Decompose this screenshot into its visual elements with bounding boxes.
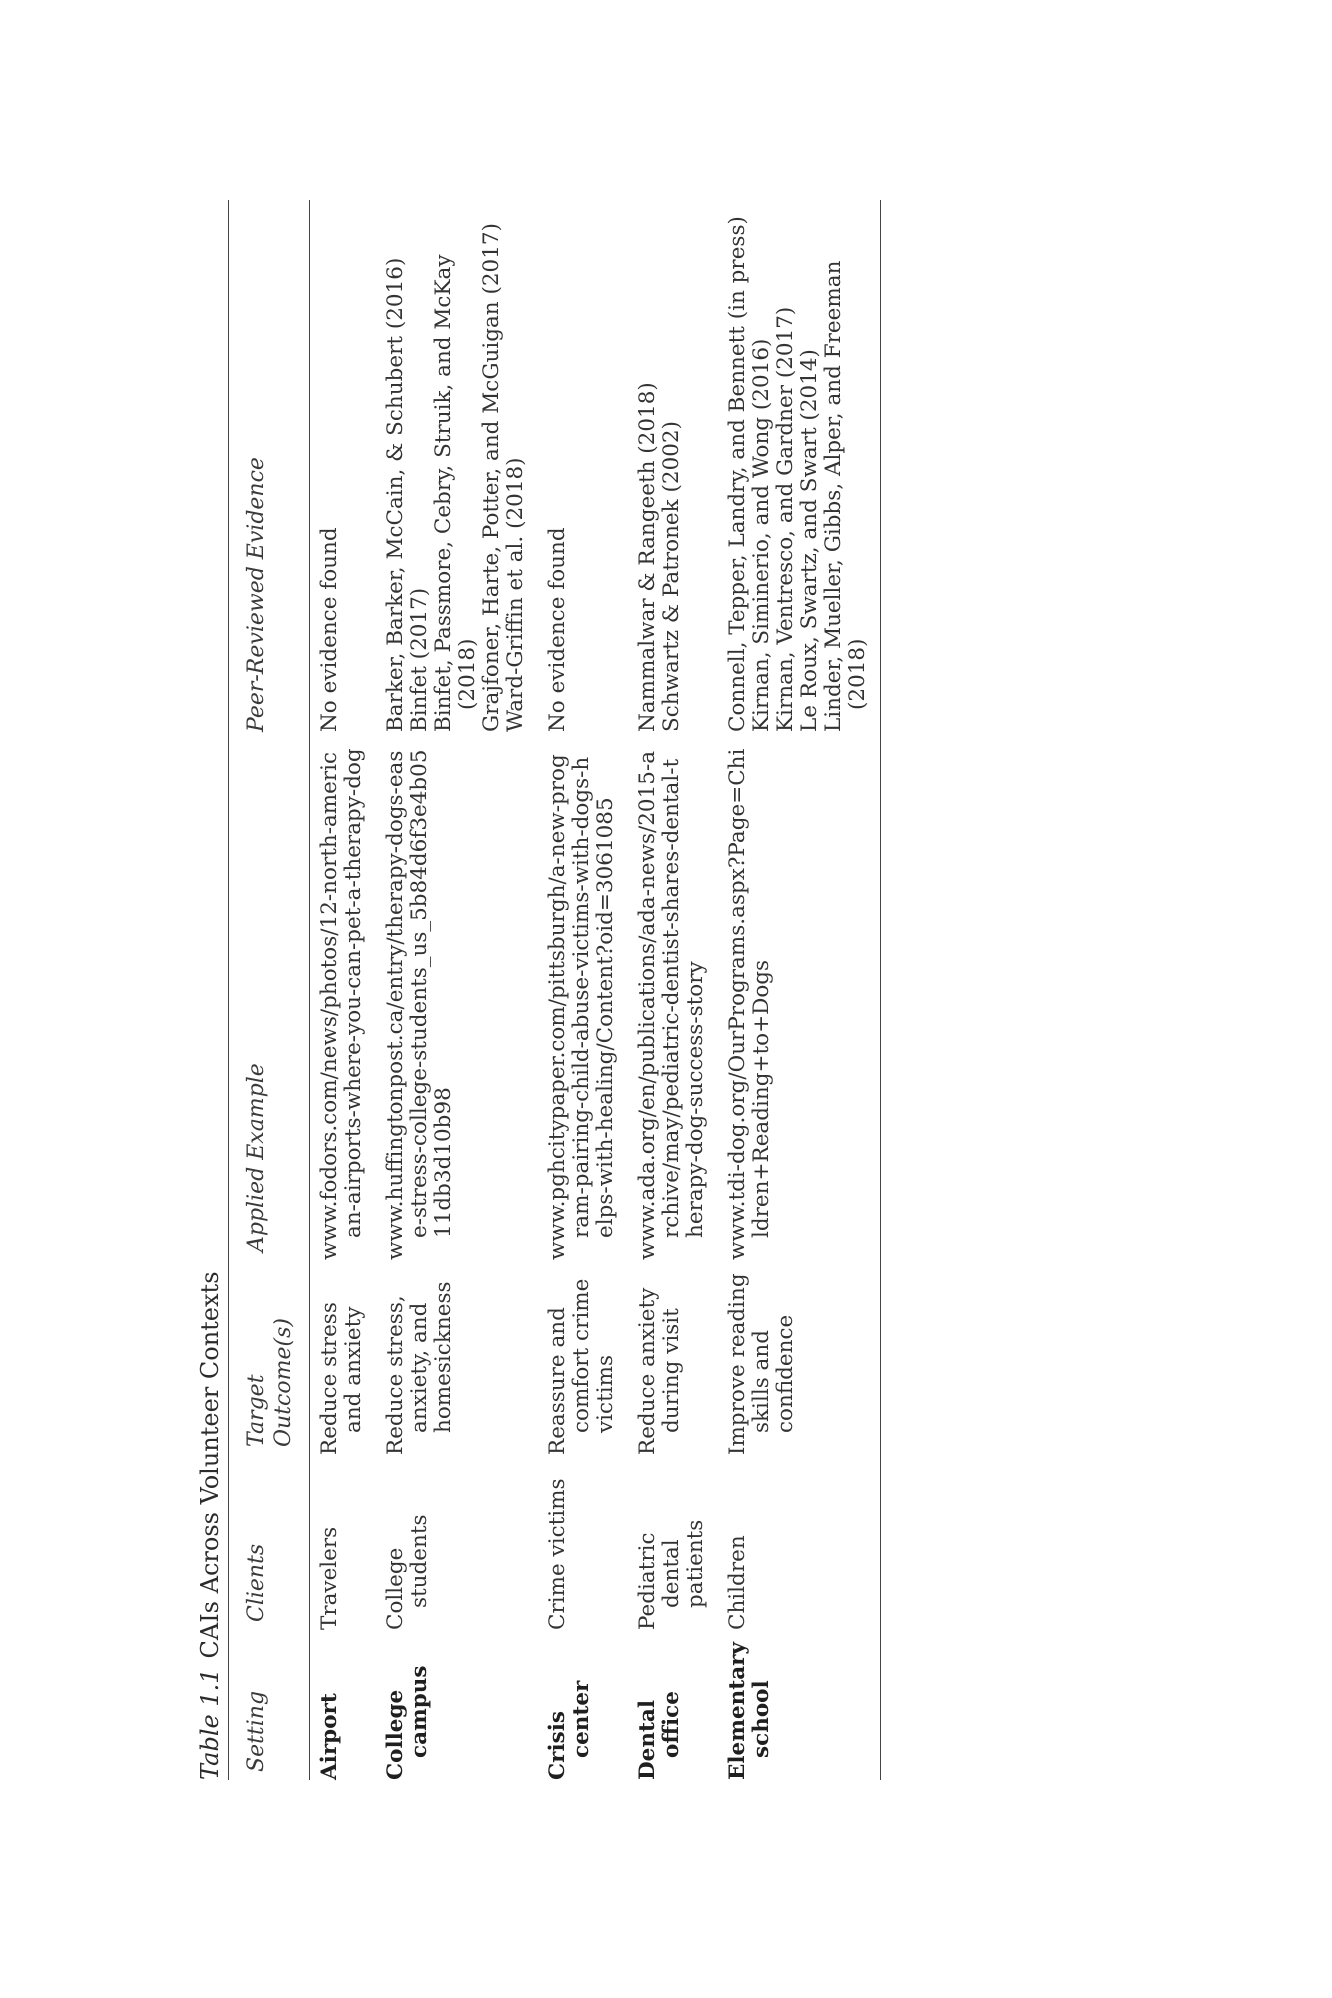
evidence-citation: Nammalwar & Rangeeth (2018) — [635, 382, 660, 732]
cai-table — [228, 200, 881, 1780]
evidence-citation: Binfet, Passmore, Cebry, Struik, and McKay (2018) — [431, 254, 480, 732]
header-applied-example: Applied Example — [229, 740, 310, 1260]
outcome-cell: Reduce anxiety during visit — [635, 1287, 684, 1455]
evidence-cell — [718, 200, 881, 740]
header-setting: Setting — [229, 1630, 310, 1780]
evidence-citation: Connell, Tepper, Landry, and Bennett (in press) — [725, 216, 750, 732]
example-url-cell: www.tdi-dog.org/OurPrograms.aspx?Page=Children+Reading+to+Dogs — [725, 748, 774, 1260]
header-clients: Clients — [229, 1455, 310, 1630]
table-title: CAIs Across Volunteer Contexts — [196, 1271, 224, 1659]
example-url-cell: www.pghcitypaper.com/pittsburgh/a-new-program-pairing-child-abuse-victims-with-dogs-helps-with-healing/Content?oid=3061085 — [545, 754, 618, 1260]
evidence-citation: No evidence found — [545, 527, 570, 732]
evidence-cell — [538, 200, 628, 740]
clients-cell: Travelers — [317, 1526, 342, 1630]
outcome-cell: Reduce stress and anxiety — [317, 1302, 366, 1455]
outcome-cell: Reduce stress, anxiety, and homesickness — [383, 1281, 456, 1455]
evidence-citation: Barker, Barker, McCain, & Schubert (2016) — [383, 257, 408, 732]
example-url-cell: www.fodors.com/news/photos/12-north-american-airports-where-you-can-pet-a-therapy-dog — [317, 748, 366, 1260]
evidence-citation: Ward-Griffin et al. (2018) — [503, 457, 528, 732]
table-row — [718, 200, 881, 1780]
evidence-citation: Schwartz & Patronek (2002) — [659, 421, 684, 732]
evidence-citation: Kirnan, Siminerio, and Wong (2016) — [749, 338, 774, 732]
evidence-citation: Kirnan, Ventresco, and Gardner (2017) — [773, 306, 798, 732]
evidence-cell — [310, 200, 377, 740]
header-target-outcomes: Target Outcome(s) — [229, 1260, 310, 1455]
rotated-table-region — [180, 120, 1100, 1800]
header-peer-reviewed-evidence: Peer-Reviewed Evidence — [229, 200, 310, 740]
evidence-citation: Le Roux, Swartz, and Swart (2014) — [797, 349, 822, 732]
table-row — [376, 200, 538, 1780]
outcome-cell: Reassure and comfort crime victims — [545, 1278, 618, 1455]
setting-cell: College campus — [383, 1665, 432, 1780]
table-number: Table 1.1 — [196, 1668, 224, 1780]
clients-cell: College students — [383, 1514, 432, 1630]
table-row — [628, 200, 718, 1780]
setting-cell: Crisis center — [545, 1680, 594, 1780]
evidence-citation: Binfet (2017) — [407, 587, 432, 732]
setting-cell: Elementary school — [725, 1642, 774, 1780]
example-url-cell: www.ada.org/en/publications/ada-news/2015-archive/may/pediatric-dentist-shares-dental-therapy-dog-success-story — [635, 750, 708, 1260]
evidence-citation: Grajfoner, Harte, Potter, and McGuigan (2017) — [479, 223, 504, 732]
clients-cell: Pediatric dental patients — [635, 1519, 708, 1630]
setting-cell: Dental office — [635, 1691, 684, 1780]
header-row — [229, 200, 310, 1780]
setting-cell: Airport — [317, 1693, 342, 1780]
evidence-citation: Linder, Mueller, Gibbs, Alper, and Freeman (2018) — [821, 260, 870, 732]
evidence-cell — [628, 200, 718, 740]
clients-cell: Children — [725, 1535, 750, 1630]
evidence-citation: No evidence found — [317, 527, 342, 732]
table-row — [538, 200, 628, 1780]
clients-cell: Crime victims — [545, 1478, 570, 1630]
outcome-cell: Improve reading skills and confidence — [725, 1273, 798, 1455]
example-url-cell: www.huffingtonpost.ca/entry/therapy-dogs-ease-stress-college-students_us_5b84d6f3e4b0511db3d10b98 — [383, 749, 456, 1260]
evidence-cell — [376, 200, 538, 740]
table-row — [310, 200, 377, 1780]
